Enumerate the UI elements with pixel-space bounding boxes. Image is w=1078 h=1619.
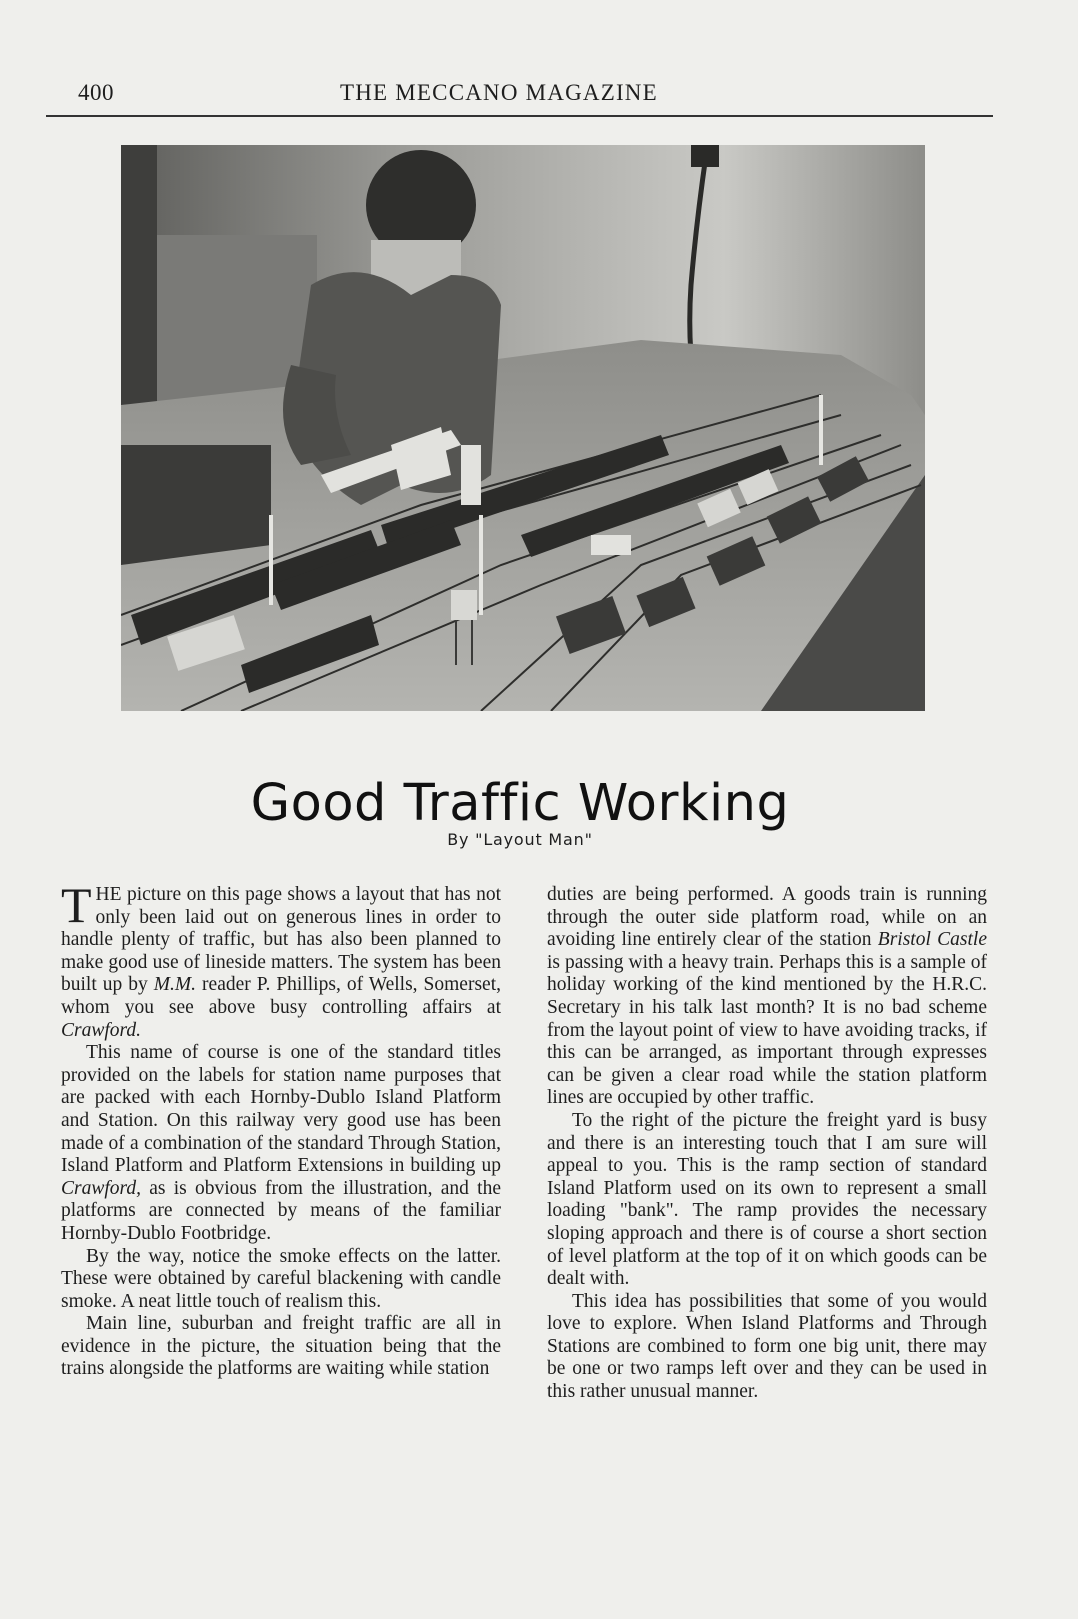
paragraph-text: This name of course is one of the standard titles provided on the labels for station name purposes that are packed with each Hornby-Dublo Island Platform and Station. On this railway very good use has been made of a combination of the standard Through Station, Island Platform and Platform Extensions in building up [61, 1042, 501, 1177]
paragraph-text: HE picture on this page shows a layout that has not only been laid out on generous lines in order to handle plenty of traffic, but has also been planned to make good use of lineside matters. The system has been built up by [61, 884, 501, 996]
running-title: THE MECCANO MAGAZINE [340, 80, 658, 105]
paragraph [61, 877, 501, 1042]
paragraph: To the right of the picture the freight yard is busy and there is an interesting touch that I am sure will appeal to you. This is the ramp section of standard Island Platform used on its own to represent a small loading "bank". The ramp provides the necessary sloping approach and there is of course a short section of level platform at the top of it on which goods can be dealt with. [547, 1109, 987, 1290]
header-rule [46, 115, 993, 117]
paragraph [61, 1042, 501, 1245]
paragraph: By the way, notice the smoke effects on the latter. These were obtained by careful blackening with candle smoke. A neat little touch of realism this. [61, 1245, 501, 1312]
drop-cap: T [61, 877, 92, 933]
italic-text: Bristol Castle [877, 929, 987, 951]
layout-photograph [121, 145, 925, 711]
italic-text: M.M. [153, 974, 197, 996]
paragraph-text: duties are being performed. A goods train is running through the outer side platform road, while on an avoiding line entirely clear of the station [547, 884, 987, 951]
left-column [61, 877, 501, 1381]
paragraph-text: as is obvious from the illustration, and the platforms are connected by means of the familiar Hornby-Dublo Footbridge. [61, 1177, 501, 1244]
page-number: 400 [78, 80, 114, 105]
paragraph: This idea has possibilities that some of you would love to explore. When Island Platforms and Through Stations are combined to form one big unit, there may be one or two ramps left over and they can be used in this rather unusual manner. [547, 1290, 987, 1403]
paragraph [547, 884, 987, 1110]
article-byline: By "Layout Man" [447, 830, 593, 849]
paragraph: Main line, suburban and freight traffic are all in evidence in the picture, the situation being that the trains alongside the platforms are waiting while station [61, 1313, 501, 1380]
italic-text: Crawford, [61, 1177, 142, 1199]
italic-text: Crawford. [61, 1019, 142, 1041]
photograph-illustration [121, 145, 925, 711]
article-title: Good Traffic Working [250, 774, 790, 834]
right-column [547, 884, 987, 1404]
paragraph-text: reader P. Phillips, of Wells, Somerset, whom you see above busy controlling affairs at [61, 974, 501, 1018]
paragraph-text: is passing with a heavy train. Perhaps this is a sample of holiday working of the kind mentioned by the H.R.C. Secretary in his talk last month? It is no bad scheme from the layout point of view to have avoiding tracks, if this can be arranged, as important through expresses can be given a clear road while the station platform lines are occupied by other traffic. [547, 951, 987, 1109]
